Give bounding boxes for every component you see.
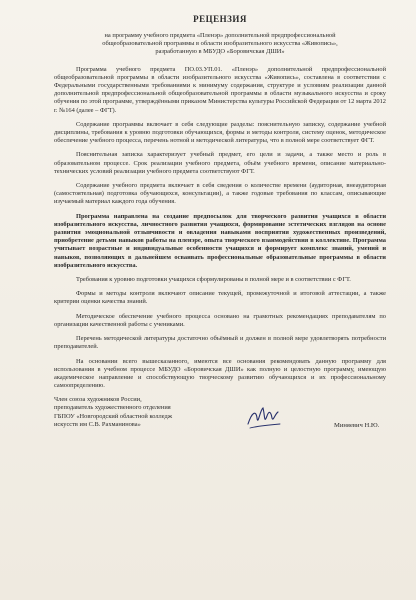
signatory-line: искусств им С.В. Рахманинова» [54, 420, 141, 428]
document-title: РЕЦЕНЗИЯ [193, 14, 247, 24]
subtitle-line: общеобразовательной программы в области изобразительного искусства «Живопись», [102, 40, 338, 48]
signatory-name: Миняевич Н.Ю. [334, 422, 380, 430]
paragraph-program-basis: Программа учебного предмета ПО.03.УП.01. «Пленэр» дополнительной предпрофессиональной общеобразовательной программы в области изобразительного искусства «Живопись», составлена в соответствии с Федеральными государственными требованиями к минимуму содержания, структуре и условиям реализации данной дополнительной предпрофессиональной общеобразовательной программы в области музыкального искусства и сроку обучения по этой программе, утверждёнными приказом Министерства культуры Российской Федерации от 12 марта 2012 г. №164 (далее – ФГТ). [54, 65, 386, 114]
paragraph-explanatory-note: Пояснительная записка характеризует учебный предмет, его цели и задачи, а также место и роль в образовательном процессе. Срок реализации учебного предмета, объём учебного времени, описание материально-технических условий реализации учебного предмета соответствуют ФГТ. [54, 151, 386, 175]
subtitle-line: разработанную в МБУДО «Боровичская ДШИ» [155, 48, 285, 56]
paragraph-contents: Содержание программы включает в себя следующие разделы: пояснительную записку, содержание учебной дисциплины, требования к уровню подготовки обучающихся, формы и методы контроля, систему оценок, методическое обеспечение учебного процесса, перечень нотной и методической литературы, что в полной мере соответствует ФГТ. [54, 120, 386, 145]
paragraph-literature: Перечень методической литературы достаточно объёмный и должен в полной мере удовлетворять потребности преподавателей. [54, 335, 386, 351]
signatory-line: Член союза художников России, [54, 396, 142, 404]
paragraph-methodical-support: Методическое обеспечение учебного процесса основано на грамотных рекомендациях преподавателям по организации качественной работы с учениками. [54, 312, 386, 328]
paragraph-program-goals: Программа направлена на создание предпосылок для творческого развития учащихся в области изобразительного искусства, личностного развития учащихся, формирование эстетических взглядов на основе развития эмоциональной отзывчивости и овладения навыками восприятия художественных произведений, приобретение детьми навыков работы на пленэре, опыта творческого взаимодействия в коллективе. Программа учитывает возрастные и индивидуальные особенности учащихся и формирует комплекс знаний, умений и навыков, позволяющих в дальнейшем осваивать профессиональные образовательные программы в области изобразительного искусства. [54, 212, 386, 269]
handwritten-signature [244, 402, 284, 436]
paragraph-requirements: Требования к уровню подготовки учащихся сформулированы в полной мере и в соответствии с ФГТ. [76, 276, 351, 284]
paragraph-subject-content: Содержание учебного предмета включает в себя сведения о количестве времени (аудиторная, внеаудиторная (самостоятельная) подготовка обучающихся, консультации), а также годовые требования по классам, описывающие изучаемый материал каждого года обучения. [54, 182, 386, 206]
document-subtitle [54, 32, 386, 57]
signature-block [54, 396, 386, 428]
paragraph-control-forms: Формы и методы контроля включают описание текущей, промежуточной и итоговой аттестации, а также критерии оценки качества знаний. [54, 290, 386, 306]
signatory-line: преподаватель художественного отделения [54, 404, 171, 412]
signatory-line: ГБПОУ «Новгородский областной колледж [54, 412, 173, 420]
paragraph-conclusion: На основании всего вышесказанного, имеются все основания рекомендовать данную программу для использования в учебном процессе МБУДО «Боровичская ДШИ» как полную и целостную программу, имеющую академическое направление и способствующую творческому развитию обучающихся и их профессиональному самоопределению. [54, 357, 386, 390]
subtitle-line: на программу учебного предмета «Пленэр» дополнительной предпрофессиональной [104, 32, 336, 39]
